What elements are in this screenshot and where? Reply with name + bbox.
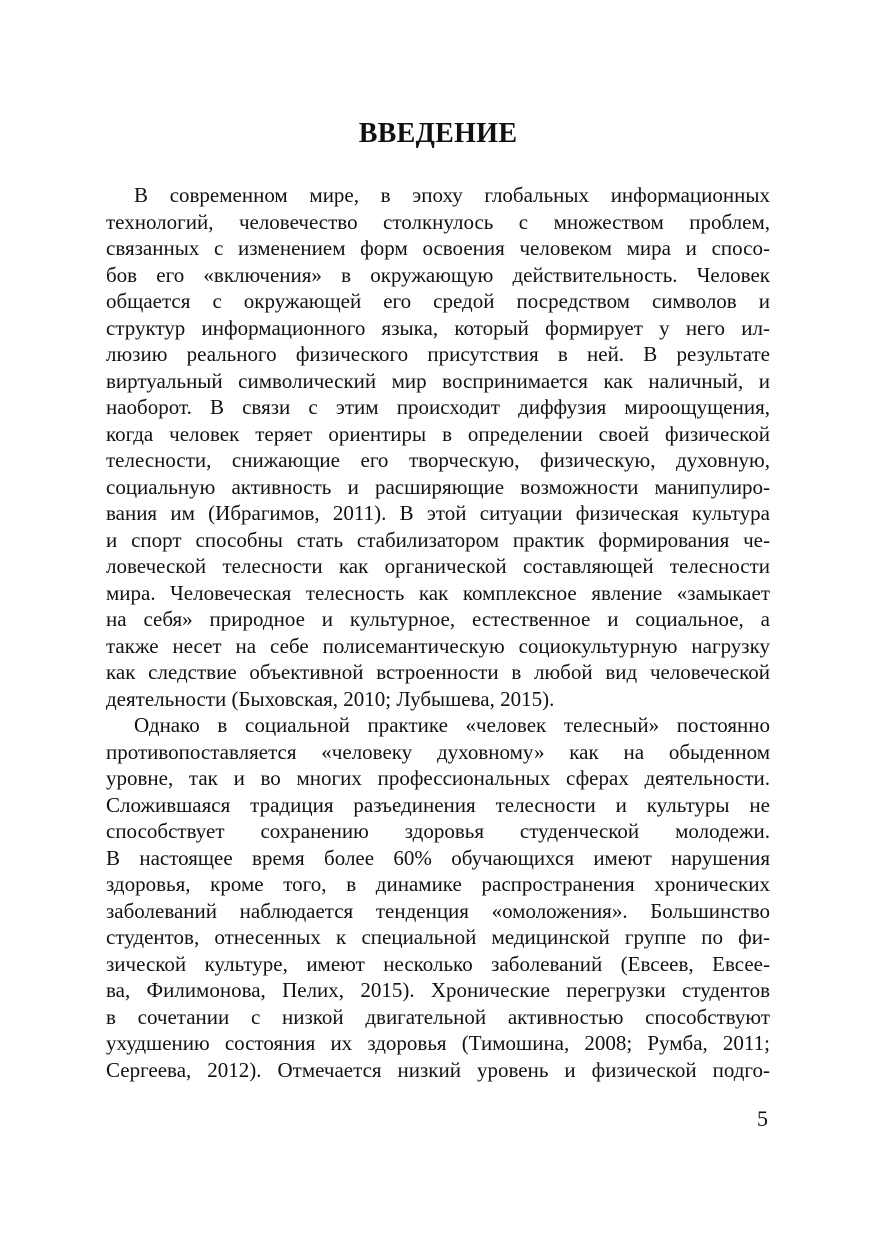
text-line: ловеческой телесности как органической составляющей телесности: [106, 554, 770, 578]
text-line: также несет на себе полисемантическую социокультурную нагрузку: [106, 633, 770, 658]
text-line: уровне, так и во многих профессиональных сферах деятельности.: [106, 766, 770, 790]
text-line: здоровья, кроме того, в динамике распространения хронических: [106, 872, 770, 896]
paragraph: [106, 712, 770, 1083]
text-line: на себя» природное и культурное, естественное и социальное, а: [106, 607, 770, 631]
page-title: ВВЕДЕНИЕ: [358, 118, 518, 149]
text-line: студентов, отнесенных к специальной медицинской группе по фи-: [106, 925, 770, 949]
text-line: ухудшению состояния их здоровья (Тимошина, 2008; Румба, 2011;: [106, 1031, 770, 1055]
body-text: [106, 182, 770, 1083]
text-line: технологий, человечество столкнулось с множеством проблем,: [106, 209, 770, 234]
text-line: способствует сохранению здоровья студенческой молодежи.: [106, 819, 770, 843]
text-line: социальную активность и расширяющие возможности манипулиро-: [106, 474, 770, 499]
text-line: ва, Филимонова, Пелих, 2015). Хронические перегрузки студентов: [106, 978, 770, 1002]
text-line: когда человек теряет ориентиры в определении своей физической: [106, 421, 770, 446]
text-line: зической культуре, имеют несколько заболеваний (Евсеев, Евсее-: [106, 951, 770, 976]
text-line: Сергеева, 2012). Отмечается низкий уровень и физической подго-: [106, 1057, 770, 1082]
text-line: связанных с изменением форм освоения человеком мира и спосо-: [106, 236, 770, 260]
text-line: бов его «включения» в окружающую действительность. Человек: [106, 262, 770, 287]
text-line: Сложившаяся традиция разъединения телесности и культуры не: [106, 792, 770, 817]
text-line: В настоящее время более 60% обучающихся имеют нарушения: [106, 845, 770, 870]
text-line: общается с окружающей его средой посредством символов и: [106, 289, 770, 313]
text-line: в сочетании с низкой двигательной активностью способствуют: [106, 1004, 770, 1029]
text-line: люзию реального физического присутствия в ней. В результате: [106, 342, 770, 366]
text-line: как следствие объективной встроенности в любой вид человеческой: [106, 660, 770, 684]
text-line: Однако в социальной практике «человек телесный» постоянно: [134, 713, 770, 737]
text-line: наоборот. В связи с этим происходит диффузия мироощущения,: [106, 395, 770, 419]
text-line: В современном мире, в эпоху глобальных информационных: [134, 183, 770, 207]
text-line: вания им (Ибрагимов, 2011). В этой ситуации физическая культура: [106, 501, 770, 525]
text-line: заболеваний наблюдается тенденция «омоложения». Большинство: [106, 898, 770, 923]
page-number: 5: [757, 1106, 768, 1131]
text-line: и спорт способны стать стабилизатором практик формирования че-: [106, 527, 770, 552]
text-line: телесности, снижающие его творческую, физическую, духовную,: [106, 448, 770, 472]
text-line: структур информационного языка, который формирует у него ил-: [106, 315, 770, 340]
text-line: мира. Человеческая телесность как комплексное явление «замыкает: [106, 580, 770, 605]
paragraph: [106, 182, 770, 712]
text-line: деятельности (Быховская, 2010; Лубышева, 2015).: [106, 686, 555, 711]
text-line: противопоставляется «человеку духовному» как на обыденном: [106, 739, 770, 764]
text-line: виртуальный символический мир воспринимается как наличный, и: [106, 368, 770, 393]
